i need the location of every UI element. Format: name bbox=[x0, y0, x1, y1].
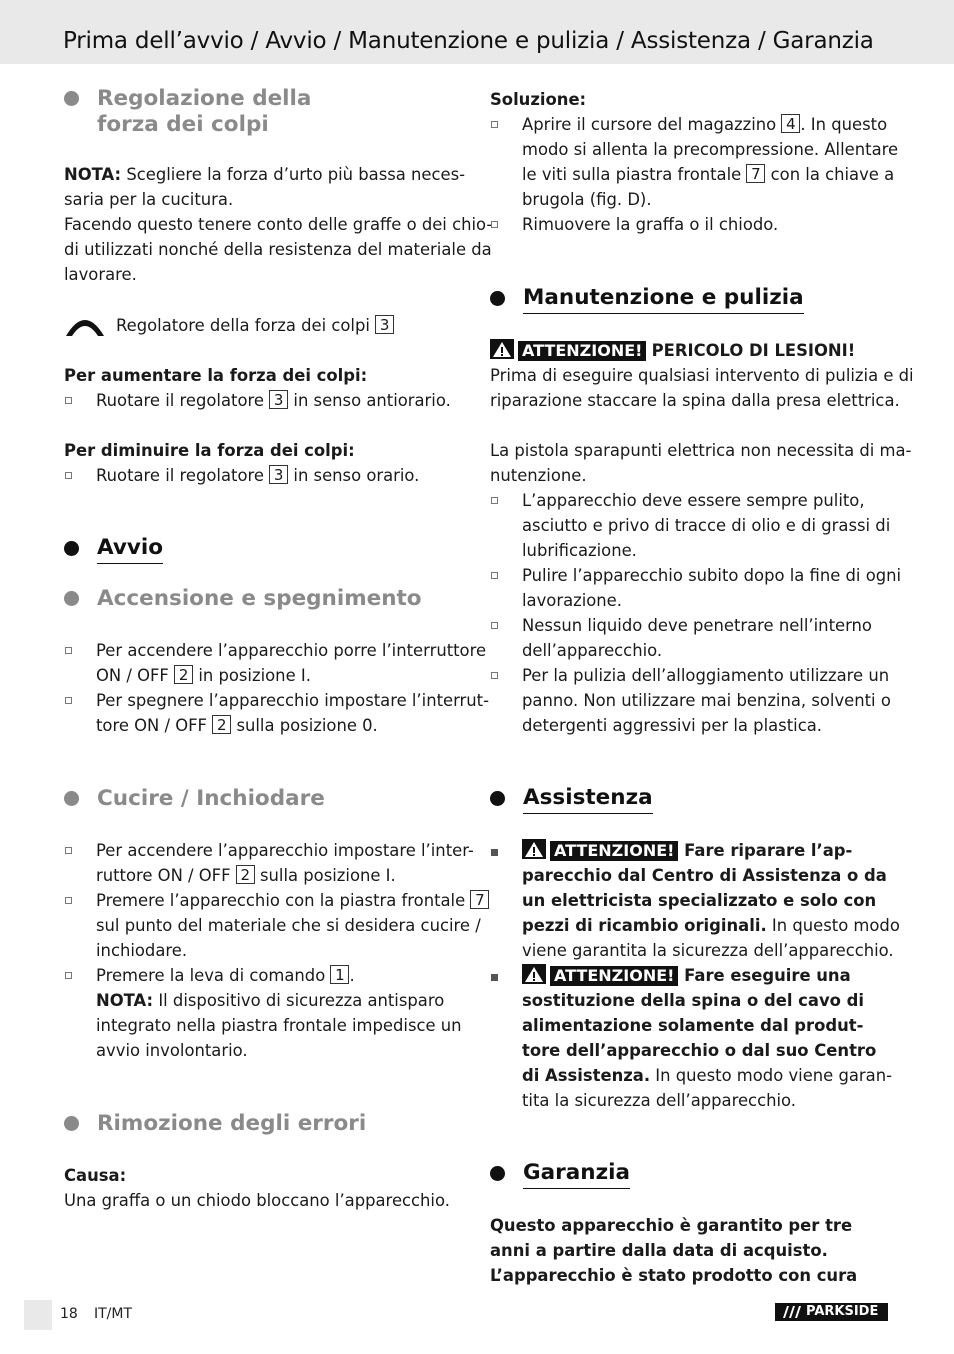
list-item: L’apparecchio deve essere sempre pulito, bbox=[522, 491, 865, 510]
force-regulator-icon bbox=[63, 312, 107, 338]
logo-stripes-icon bbox=[779, 1306, 803, 1318]
part-number: 2 bbox=[236, 865, 255, 884]
list-item: Ruotare il regolatore 3 in senso antiorario. bbox=[96, 391, 451, 410]
page-number-box bbox=[24, 1300, 52, 1330]
section-title-assistenza: Assistenza bbox=[523, 785, 653, 810]
list-item: Pulire l’apparecchio subito dopo la fine di ogni bbox=[522, 566, 902, 585]
part-number: 3 bbox=[269, 390, 288, 409]
part-number: 3 bbox=[269, 465, 288, 484]
warning-line: ATTENZIONE! Fare eseguire una bbox=[522, 963, 851, 988]
section-bullet bbox=[64, 91, 79, 106]
section-bullet bbox=[490, 1166, 505, 1181]
text-line: un elettricista specializzato e solo con bbox=[522, 891, 877, 910]
list-item: Nessun liquido deve penetrare nell’interno bbox=[522, 616, 872, 635]
warning-icon bbox=[522, 839, 546, 859]
text-line: saria per la cucitura. bbox=[64, 190, 234, 209]
text-line: Una graffa o un chiodo bloccano l’apparecchio. bbox=[64, 1191, 450, 1210]
text-line: Facendo questo tenere conto delle graffe o dei chio- bbox=[64, 215, 493, 234]
text-line: viene garantita la sicurezza dell’apparecchio. bbox=[522, 941, 894, 960]
part-number: 1 bbox=[330, 965, 349, 984]
brand-name: PARKSIDE bbox=[806, 1304, 879, 1319]
list-bullet bbox=[65, 697, 72, 704]
list-item: Premere l’apparecchio con la piastra frontale 7 bbox=[96, 888, 489, 913]
subheading: Soluzione: bbox=[490, 90, 587, 109]
section-title-avvio: Avvio bbox=[97, 535, 163, 560]
text-line: tita la sicurezza dell’apparecchio. bbox=[522, 1091, 796, 1110]
text-line: L’apparecchio è stato prodotto con cura bbox=[490, 1266, 858, 1285]
list-bullet bbox=[491, 121, 498, 128]
section-title-cucire: Cucire / Inchiodare bbox=[97, 786, 325, 811]
page-title: Prima dell’avvio / Avvio / Manutenzione e pulizia / Assistenza / Garanzia bbox=[63, 28, 874, 54]
section-title-regolazione: Regolazione della forza dei colpi bbox=[97, 86, 312, 137]
part-number: 2 bbox=[212, 715, 231, 734]
text-line: Prima di eseguire qualsiasi intervento di pulizia e di bbox=[490, 366, 914, 385]
warning-icon bbox=[522, 964, 546, 984]
text-line: di Assistenza. In questo modo viene garan- bbox=[522, 1066, 892, 1085]
text-line: le viti sulla piastra frontale 7 con la chiave a bbox=[522, 165, 895, 184]
section-bullet bbox=[64, 591, 79, 606]
part-number: 2 bbox=[174, 665, 193, 684]
part-number: 7 bbox=[746, 164, 765, 183]
list-bullet bbox=[65, 472, 72, 479]
brand-logo bbox=[775, 1303, 888, 1321]
language-code: IT/MT bbox=[94, 1306, 133, 1322]
list-item: Per accendere l’apparecchio porre l’interruttore bbox=[96, 641, 487, 660]
page-header bbox=[0, 0, 954, 64]
nota-paragraph: NOTA: Scegliere la forza d’urto più bassa neces- bbox=[64, 165, 466, 184]
text-line: sul punto del materiale che si desidera cucire / bbox=[96, 916, 481, 935]
list-item: Premere la leva di comando 1 . bbox=[96, 966, 355, 985]
list-item: Rimuovere la graffa o il chiodo. bbox=[522, 215, 779, 234]
warning-line: ATTENZIONE! Fare riparare l’ap- bbox=[522, 838, 852, 863]
text-line: pezzi di ricambio originali. In questo modo bbox=[522, 916, 900, 935]
text-line: inchiodare. bbox=[96, 941, 188, 960]
list-bullet bbox=[65, 647, 72, 654]
text-line: modo si allenta la precompressione. Allentare bbox=[522, 140, 899, 159]
regolatore-label: Regolatore della forza dei colpi 3 bbox=[116, 313, 394, 338]
list-item: Per accendere l’apparecchio impostare l’inter- bbox=[96, 841, 474, 860]
section-bullet bbox=[490, 291, 505, 306]
text-line: parecchio dal Centro di Assistenza o da bbox=[522, 866, 887, 885]
text-line: anni a partire dalla data di acquisto. bbox=[490, 1241, 828, 1260]
subheading: Causa: bbox=[64, 1166, 127, 1185]
list-item: Aprire il cursore del magazzino 4 . In questo bbox=[522, 115, 888, 134]
text-line: La pistola sparapunti elettrica non necessita di ma- bbox=[490, 441, 912, 460]
subheading: Per diminuire la forza dei colpi: bbox=[64, 441, 355, 460]
list-bullet bbox=[491, 672, 498, 679]
section-title-garanzia: Garanzia bbox=[523, 1160, 630, 1185]
list-bullet bbox=[491, 221, 498, 228]
text-line: riparazione staccare la spina dalla presa elettrica. bbox=[490, 391, 900, 410]
text-line: nutenzione. bbox=[490, 466, 587, 485]
text-line: lavorazione. bbox=[522, 591, 622, 610]
text-line: dell’apparecchio. bbox=[522, 641, 663, 660]
text-line: lubrificazione. bbox=[522, 541, 637, 560]
section-title-accensione: Accensione e spegnimento bbox=[97, 586, 422, 611]
list-bullet bbox=[65, 972, 72, 979]
section-bullet bbox=[64, 1116, 79, 1131]
list-item: Per spegnere l’apparecchio impostare l’interrut- bbox=[96, 691, 490, 710]
list-bullet bbox=[491, 849, 498, 856]
text-line: tore ON / OFF 2 sulla posizione 0. bbox=[96, 716, 378, 735]
list-item: Per la pulizia dell’alloggiamento utilizzare un bbox=[522, 666, 890, 685]
text-line: lavorare. bbox=[64, 265, 137, 284]
warning-icon bbox=[490, 339, 514, 359]
text-line: panno. Non utilizzare mai benzina, solventi o bbox=[522, 691, 891, 710]
text-line: detergenti aggressivi per la plastica. bbox=[522, 716, 822, 735]
text-line: alimentazione solamente dal produt- bbox=[522, 1016, 864, 1035]
section-title-manutenzione: Manutenzione e pulizia bbox=[523, 285, 804, 310]
text-line: tore dell’apparecchio o dal suo Centro bbox=[522, 1041, 877, 1060]
list-bullet bbox=[491, 497, 498, 504]
text-line: avvio involontario. bbox=[96, 1041, 248, 1060]
text-line: asciutto e privo di tracce di olio e di grassi di bbox=[522, 516, 891, 535]
list-bullet bbox=[491, 622, 498, 629]
text-line: integrato nella piastra frontale impedisce un bbox=[96, 1016, 462, 1035]
section-bullet bbox=[64, 541, 79, 556]
warning-line: ATTENZIONE! PERICOLO DI LESIONI! bbox=[490, 338, 855, 363]
section-bullet bbox=[64, 791, 79, 806]
list-bullet bbox=[65, 897, 72, 904]
section-bullet bbox=[490, 791, 505, 806]
list-bullet bbox=[65, 847, 72, 854]
list-bullet bbox=[491, 974, 498, 981]
page-number: 18 bbox=[60, 1306, 78, 1322]
nota-paragraph: NOTA: Il dispositivo di sicurezza antisparo bbox=[96, 991, 445, 1010]
list-bullet bbox=[65, 397, 72, 404]
part-number: 3 bbox=[375, 315, 394, 334]
part-number: 7 bbox=[470, 890, 489, 909]
text-line: sostituzione della spina o del cavo di bbox=[522, 991, 864, 1010]
list-bullet bbox=[491, 572, 498, 579]
text-line: Questo apparecchio è garantito per tre bbox=[490, 1216, 853, 1235]
section-title-rimozione: Rimozione degli errori bbox=[97, 1111, 367, 1136]
text-line: ON / OFF 2 in posizione I. bbox=[96, 666, 311, 685]
part-number: 4 bbox=[781, 114, 800, 133]
text-line: ruttore ON / OFF 2 sulla posizione I. bbox=[96, 866, 396, 885]
list-item: Ruotare il regolatore 3 in senso orario. bbox=[96, 466, 420, 485]
text-line: brugola (fig. D). bbox=[522, 190, 652, 209]
text-line: di utilizzati nonché della resistenza del materiale da bbox=[64, 240, 492, 259]
subheading: Per aumentare la forza dei colpi: bbox=[64, 366, 368, 385]
